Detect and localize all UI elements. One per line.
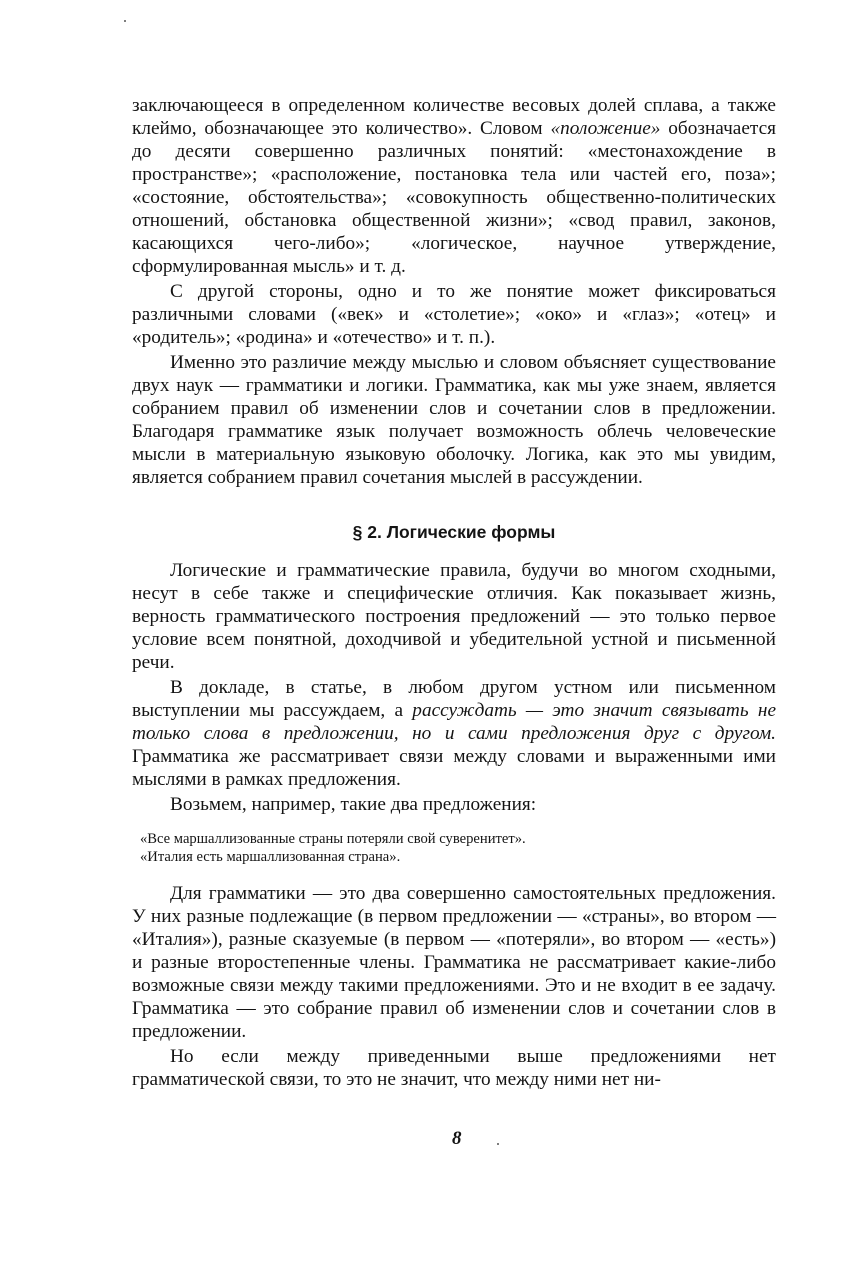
paragraph-1-tail: обозначается до десяти совершенно различных понятий: «местонахождение в пространстве»; «расположение, постановка тела или частей его, поза»; «состояние, обстоятельства»; «совокупность общественно-политических отношений, обстановка общественной жизни»; «свод правил, законов, касающихся чего-либо»; «логическое, научное утверждение, сформулированная мысль» и т. д.	[132, 118, 776, 277]
page-body	[132, 94, 776, 1091]
section-heading: § 2. Логические формы	[352, 522, 556, 542]
example-quotes	[140, 830, 776, 866]
section-paragraph-1: Логические и грамматические правила, будучи во многом сходными, несут в себе также и специфические отличия. Как показывает жизнь, верность грамматического построения предложений — это только первое условие всем понятной, доходчивой и убедительной устной и письменной речи.	[132, 560, 776, 673]
section-paragraph-2-text: В докладе, в статье, в любом другом устном или письменном выступлении мы рассуждаем, а	[132, 677, 776, 721]
page-number: 8	[452, 1128, 462, 1149]
section-paragraph-2-emphasis: рассуждать — это значит связывать не только слова в предложении, но и сами предложения друг с другом.	[132, 700, 776, 744]
section-paragraph-2	[132, 676, 776, 791]
section-paragraph-5: Но если между приведенными выше предложениями нет грамматической связи, то это не значит, что между ними нет ни-	[132, 1046, 776, 1090]
paragraph-1-text: заключающееся в определенном количестве весовых долей сплава, а также клеймо, обозначающее это количество». Словом	[132, 95, 776, 139]
scan-speck	[497, 1143, 499, 1145]
paragraph-1-emphasis: «положение»	[550, 118, 661, 139]
section-paragraph-4: Для грамматики — это два совершенно самостоятельных предложения. У них разные подлежащие (в первом предложении — «страны», во втором — «Италия»), разные сказуемые (в первом — «потеряли», во втором — «есть») и разные второстепенные члены. Грамматика не рассматривает какие-либо возможные связи между такими предложениями. Это и не входит в ее задачу. Грамматика — это собрание правил об изменении слов и сочетании слов в предложении.	[132, 883, 776, 1042]
example-quote-1: «Все маршаллизованные страны потеряли свой суверенитет».	[140, 831, 526, 847]
paragraph-1	[132, 94, 776, 278]
section-paragraph-3: Возьмем, например, такие два предложения:	[170, 794, 537, 815]
scan-speck	[124, 20, 126, 22]
paragraph-3: Именно это различие между мыслью и словом объясняет существование двух наук — грамматики и логики. Грамматика, как мы уже знаем, является собранием правил об изменении слов и сочетании слов в предложении. Благодаря грамматике язык получает возможность облечь человеческие мысли в материальную языковую оболочку. Логика, как это мы увидим, является собранием правил сочетания мыслей в рассуждении.	[132, 352, 776, 488]
example-quote-2: «Италия есть маршаллизованная страна».	[140, 849, 401, 865]
paragraph-2: С другой стороны, одно и то же понятие может фиксироваться различными словами («век» и «столетие»; «око» и «глаз»; «отец» и «родитель»; «родина» и «отечество» и т. п.).	[132, 281, 776, 348]
section-paragraph-2-tail: Грамматика же рассматривает связи между словами и выраженными ими мыслями в рамках предложения.	[132, 746, 776, 790]
